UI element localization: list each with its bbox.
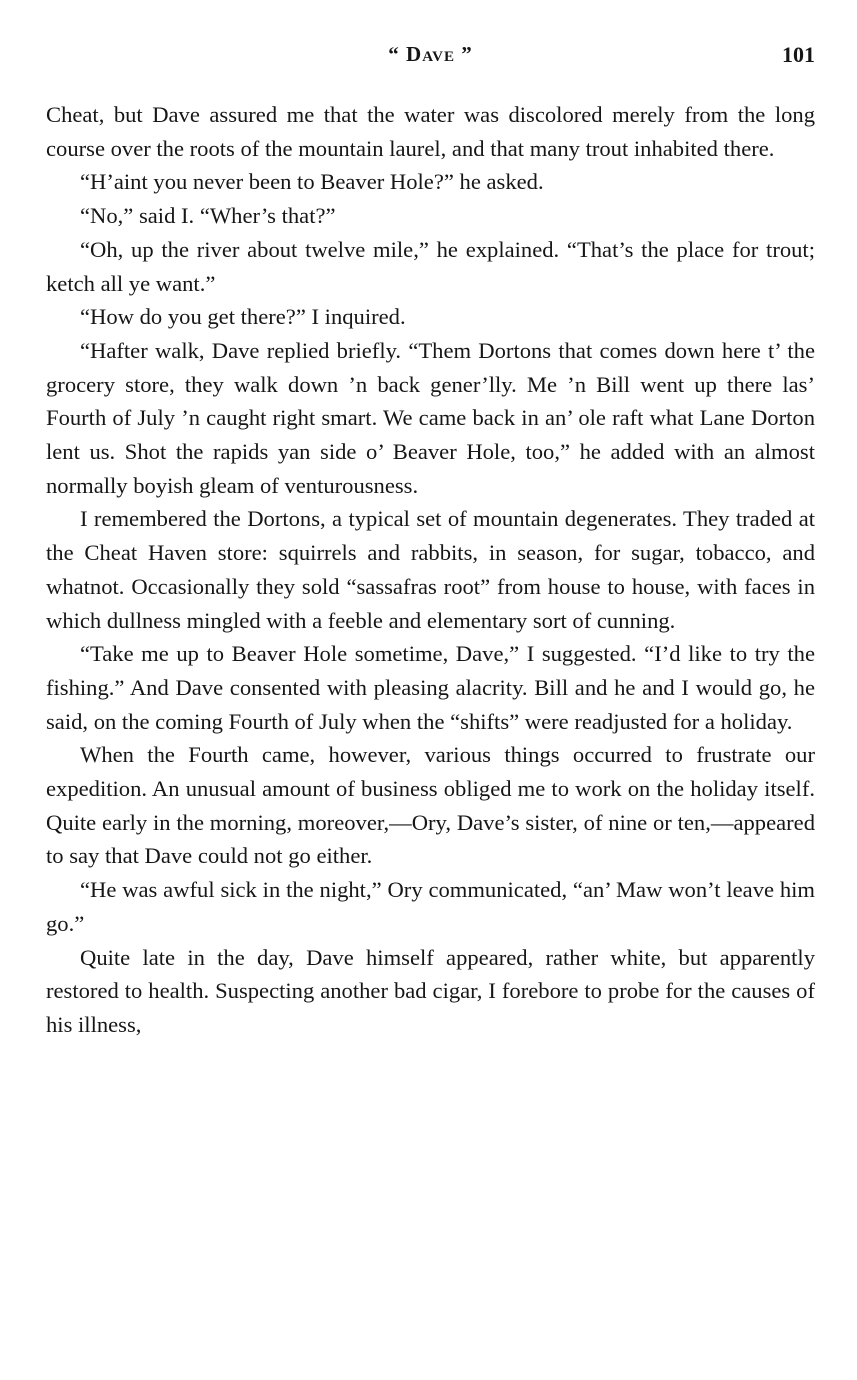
page-number: 101	[782, 42, 815, 67]
paragraph: I remembered the Dortons, a typical set of mountain degenerates. They traded at the Cheat Haven store: squirrels and rabbits, in season, for sugar, tobacco, and whatnot. Occasionally they sold “sassafras root” from house to house, with faces in which dullness mingled with a feeble and elementary sort of cunning.	[46, 506, 815, 633]
paragraph: When the Fourth came, however, various things occurred to frustrate our expedition. An unusual amount of business obliged me to work on the holiday itself. Quite early in the morning, moreover,—Ory, Dave’s sister, of nine or ten,—appeared to say that Dave could not go either.	[46, 742, 815, 869]
paragraph: “Take me up to Beaver Hole sometime, Dave,” I suggested. “I’d like to try the fishing.” And Dave consented with pleasing alacrity. Bill and he and I would go, he said, on the coming Fourth of July when the “shifts” were readjusted for a holiday.	[46, 641, 815, 734]
paragraph: “No,” said I. “Wher’s that?”	[80, 203, 336, 229]
paragraph: “Hafter walk, Dave replied briefly. “Them Dortons that comes down here t’ the grocery store, they walk down ’n back gener’lly. Me ’n Bill went up there las’ Fourth of July ’n caught right smart. We came back in an’ ole raft what Lane Dorton lent us. Shot the rapids yan side o’ Beaver Hole, too,” he added with an almost normally boyish gleam of venturousness.	[46, 337, 815, 498]
paragraph: Cheat, but Dave assured me that the water was discolored merely from the long course over the roots of the mountain laurel, and that many trout inhabited there.	[46, 102, 815, 161]
paragraph: Quite late in the day, Dave himself appeared, rather white, but apparently restored to health. Suspecting another bad cigar, I forebore to probe for the causes of his illness,	[46, 944, 815, 1037]
paragraph: “Oh, up the river about twelve mile,” he explained. “That’s the place for trout; ketch all ye want.”	[46, 236, 815, 296]
running-title: “ Dave ”	[388, 42, 473, 66]
paragraph: “How do you get there?” I inquired.	[80, 304, 406, 330]
paragraph: “H’aint you never been to Beaver Hole?” he asked.	[80, 169, 544, 195]
running-head	[46, 42, 815, 78]
paragraph: “He was awful sick in the night,” Ory communicated, “an’ Maw won’t leave him go.”	[46, 877, 815, 936]
body-text	[46, 98, 815, 1042]
